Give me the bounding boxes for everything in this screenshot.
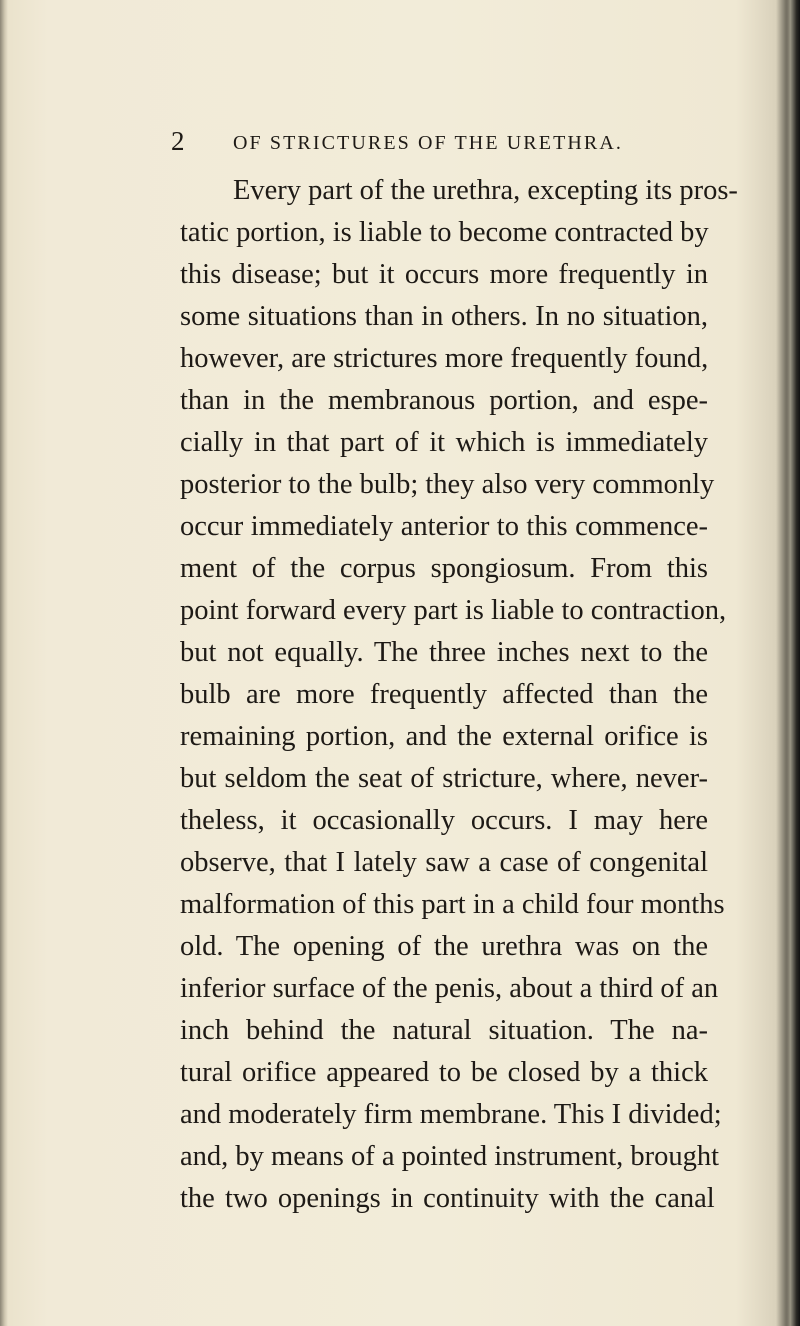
text-line: posterior to the bulb; they also very commonly <box>180 469 715 500</box>
text-line: Every part of the urethra, excepting its pros- <box>233 175 738 206</box>
text-line: occur immediately anterior to this commence- <box>180 511 708 542</box>
text-line: remaining portion, and the external orifice is <box>180 721 708 752</box>
text-line: cially in that part of it which is immediately <box>180 427 708 458</box>
text-line: bulb are more frequently affected than the <box>180 679 708 710</box>
text-line: tural orifice appeared to be closed by a thick <box>180 1057 708 1088</box>
text-line: some situations than in others. In no situation, <box>180 301 708 332</box>
text-line: malformation of this part in a child four months <box>180 889 725 920</box>
text-line: and moderately firm membrane. This I divided; <box>180 1099 722 1130</box>
text-line: however, are strictures more frequently found, <box>180 343 709 374</box>
page-right-edge <box>786 0 800 1326</box>
text-line: inch behind the natural situation. The na- <box>180 1015 708 1046</box>
text-line: tatic portion, is liable to become contracted by <box>180 217 709 248</box>
text-line: point forward every part is liable to contraction, <box>180 595 727 626</box>
page-left-shadow <box>0 0 8 1326</box>
text-line: this disease; but it occurs more frequently in <box>180 259 708 290</box>
text-line: the two openings in continuity with the canal <box>180 1183 715 1214</box>
text-line: and, by means of a pointed instrument, brought <box>180 1141 720 1172</box>
running-head <box>171 126 771 166</box>
text-line: than in the membranous portion, and espe- <box>180 385 708 416</box>
text-line: ment of the corpus spongiosum. From this <box>180 553 708 584</box>
text-line: theless, it occasionally occurs. I may here <box>180 805 708 836</box>
text-line: inferior surface of the penis, about a third of an <box>180 973 719 1004</box>
text-line: observe, that I lately saw a case of congenital <box>180 847 708 878</box>
running-head-title: OF STRICTURES OF THE URETHRA. <box>233 132 624 154</box>
text-line: old. The opening of the urethra was on the <box>180 931 708 962</box>
text-line: but seldom the seat of stricture, where, never- <box>180 763 708 794</box>
text-line: but not equally. The three inches next to the <box>180 637 708 668</box>
page-number: 2 <box>171 126 185 156</box>
